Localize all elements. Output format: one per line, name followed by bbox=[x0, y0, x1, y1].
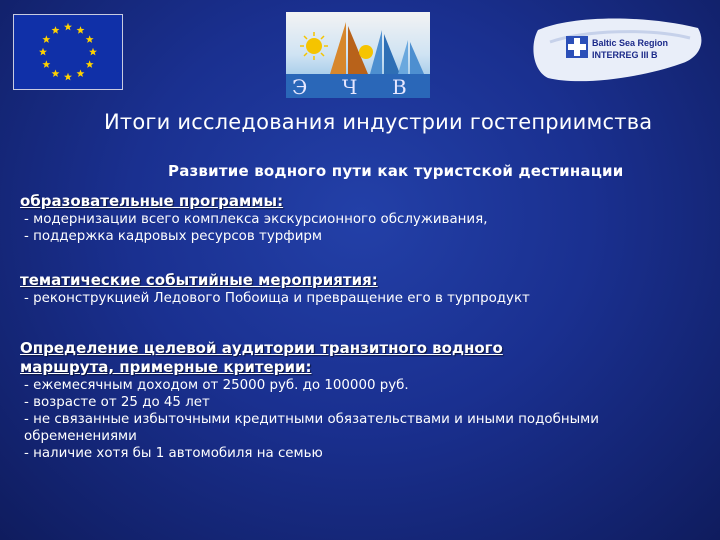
eu-star-icon bbox=[77, 69, 85, 77]
list-item: - ежемесячным доходом от 25000 руб. до 100000 руб. bbox=[24, 378, 409, 393]
eu-star-icon bbox=[86, 35, 94, 43]
slide-content bbox=[20, 192, 710, 462]
eu-star-icon bbox=[39, 48, 47, 56]
list-item: - возрасте от 25 до 45 лет bbox=[24, 395, 210, 410]
interreg-logo-line2: INTERREG III B bbox=[592, 50, 658, 60]
eu-star-icon bbox=[42, 60, 50, 68]
section-heading-audience: Определение целевой аудитории транзитного водного маршрута, примерные критерии: bbox=[20, 339, 503, 376]
list-item: - не связанные избыточными кредитными обязательствами и иными подобными обременениями bbox=[24, 412, 599, 444]
interreg-logo bbox=[530, 12, 706, 96]
eu-star-icon bbox=[89, 48, 97, 56]
eu-star-icon bbox=[64, 23, 72, 31]
project-logo bbox=[286, 12, 430, 98]
list-item: - поддержка кадровых ресурсов турфирм bbox=[24, 229, 323, 244]
interreg-logo-line1: Baltic Sea Region bbox=[592, 38, 669, 48]
svg-text:В: В bbox=[392, 75, 407, 98]
section-heading-events: тематические событийные мероприятия: bbox=[20, 271, 378, 289]
slide-title: Итоги исследования индустрии гостеприимства bbox=[104, 110, 653, 134]
eu-star-icon bbox=[86, 60, 94, 68]
slide-subtitle: Развитие водного пути как туристской дестинации bbox=[168, 162, 624, 180]
eu-star-icon bbox=[52, 26, 60, 34]
svg-text:Ч: Ч bbox=[342, 75, 358, 98]
eu-star-icon bbox=[52, 69, 60, 77]
list-item: - наличие хотя бы 1 автомобиля на семью bbox=[24, 446, 323, 461]
svg-text:Э: Э bbox=[292, 75, 308, 98]
list-item: - модернизации всего комплекса экскурсионного обслуживания, bbox=[24, 212, 488, 227]
eu-star-icon bbox=[64, 73, 72, 81]
eu-star-icon bbox=[77, 26, 85, 34]
eu-star-icon bbox=[42, 35, 50, 43]
section-heading-education: образовательные программы: bbox=[20, 192, 284, 210]
list-item: - реконструкцией Ледового Побоища и превращение его в турпродукт bbox=[24, 291, 530, 306]
eu-flag-icon bbox=[13, 14, 123, 90]
